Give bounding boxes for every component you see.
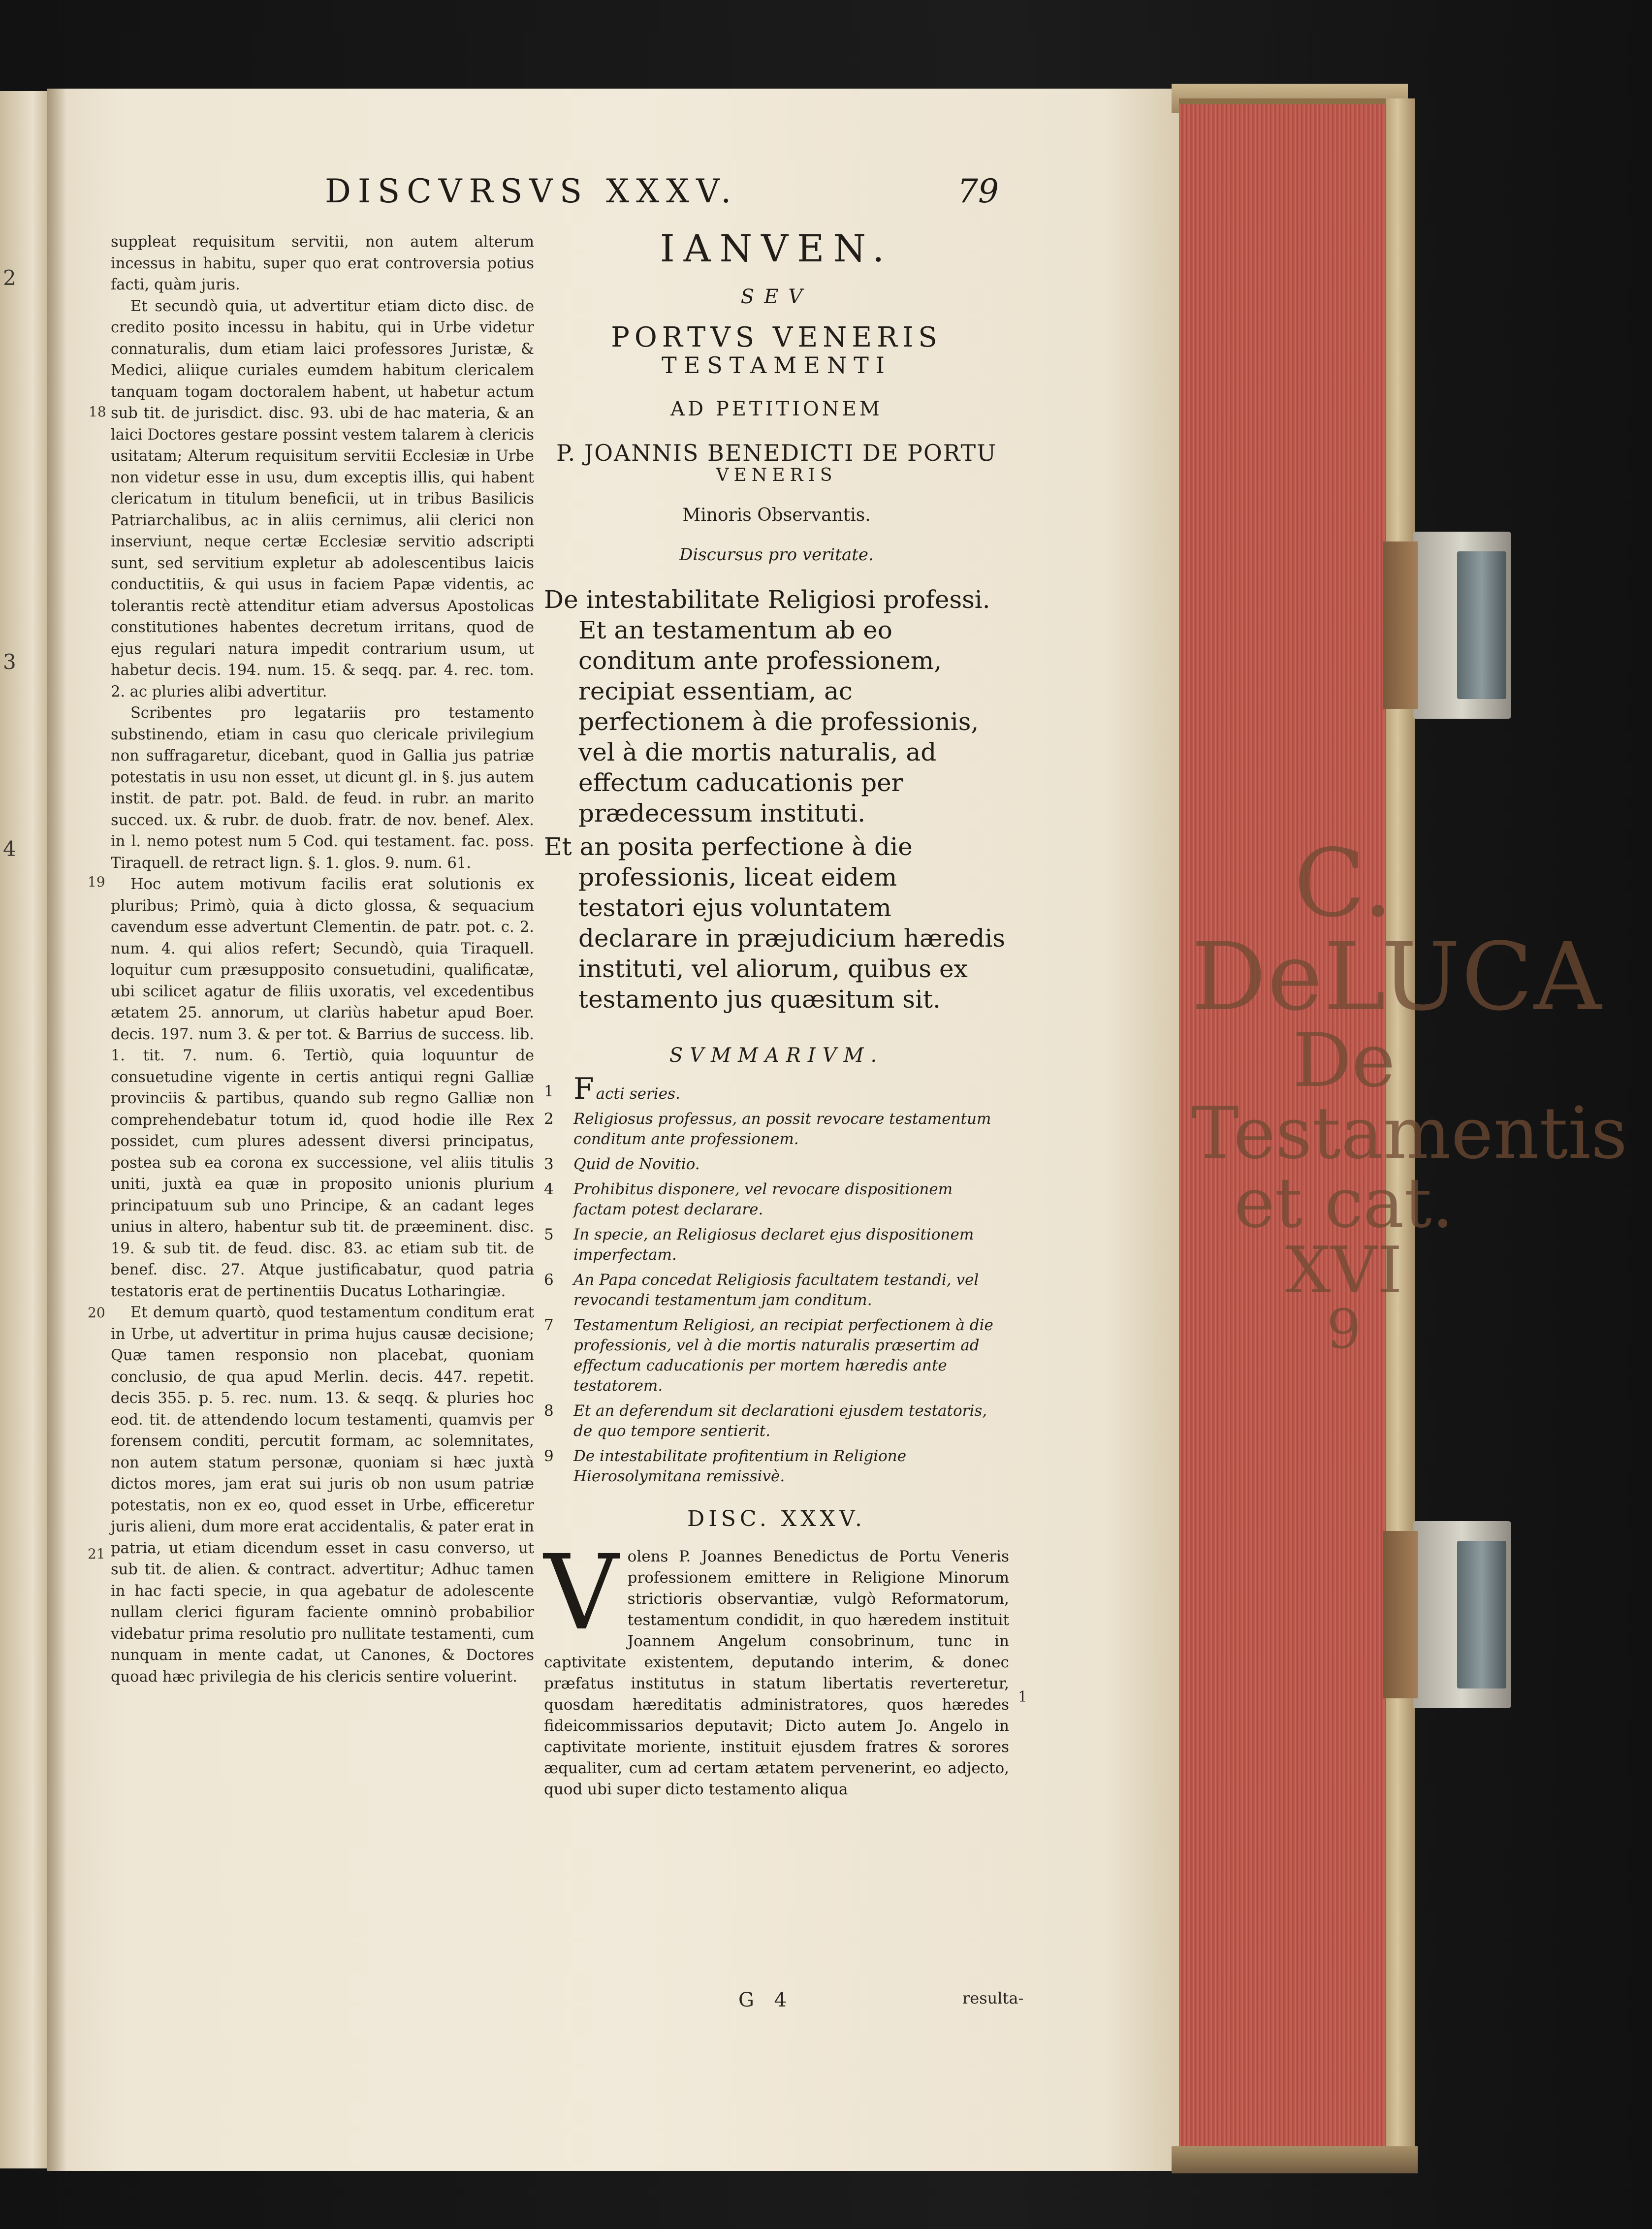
summary-item bbox=[544, 1109, 1009, 1149]
inscription-line: Testamentis bbox=[1191, 1092, 1628, 1175]
summarium-list bbox=[544, 1072, 1009, 1487]
summarium-heading: SVMMARIVM. bbox=[669, 1044, 884, 1067]
discourse-heading: DISC. XXXV. bbox=[687, 1506, 866, 1531]
summary-text: Prohibitus disponere, vel revocare dispositionem factam potest declarare. bbox=[573, 1180, 953, 1218]
right-column bbox=[544, 226, 1009, 1800]
inscription-line: C. DeLUCA bbox=[1191, 829, 1603, 1031]
discourse-body bbox=[544, 1532, 1009, 1800]
summary-item bbox=[544, 1225, 1009, 1265]
paragraph: Et demum quartò, quod testamentum conditum erat in Urbe, ut advertitur in prima hujus causæ decisione; Quæ tamen responsio non placebat, quoniam conclusio, de qua apud Merlin. decis. 447. repetit. decis 355. p. 5. rec. num. 13. & seqq. & pluries hoc eod. tit. de attendendo locum testamenti, quamvis per forensem conditi, percutit formam, ac solemnitates, non autem statum personæ, quoniam si hæc juxtà dictos mores, jam erat sui juris ob non usum patriæ potestatis, non ex eo, quod esset in Urbe, efficeretur juris alieni, dum more erat accidentalis, & pater erat in patria, ut etiam dicendum esset in casu converso, ut sub tit. de alien. & contract. advertitur; Adhuc tamen in hac facti specie, in qua agebatur de adolescente nullam clerici figuram faciente omninò probabilior videbatur prima resolutio pro nullitate testamenti, cum nunquam in mente cadat, ut Canones, & Doctores quoad hæc privilegia de his clericis sentire voluerint. bbox=[111, 1304, 534, 1686]
summary-num: 1 bbox=[544, 1083, 554, 1100]
inscription-line: De bbox=[1292, 1018, 1396, 1104]
summary-num: 7 bbox=[544, 1316, 554, 1334]
left-column bbox=[111, 231, 534, 1688]
summary-num: 8 bbox=[544, 1402, 554, 1420]
margin-mark: 3 bbox=[3, 650, 16, 674]
gutter-shadow bbox=[47, 89, 66, 2171]
catchword: resulta- bbox=[962, 1989, 1024, 2007]
fore-edge-inscription bbox=[1191, 829, 1628, 1361]
lower-clasp bbox=[1413, 1521, 1511, 1708]
summary-text: An Papa concedat Religiosis facultatem testandi, vel revocandi testamentum jam conditum. bbox=[573, 1271, 979, 1309]
summary-text: Religiosus professus, an possit revocare testamentum conditum ante professionem. bbox=[573, 1110, 991, 1148]
margin-mark: 4 bbox=[3, 837, 16, 861]
summary-item bbox=[544, 1270, 1009, 1310]
margin-number: 20 bbox=[88, 1305, 105, 1321]
paragraph: Hoc autem motivum facilis erat solutionis ex pluribus; Primò, quia à dicto glossa, & sequacium cavendum esse advertunt Clementin. de patr. pot. c. 2. num. 4. qui alios refert; Secundò, quia Tiraquell. loquitur cum præsupposito consuetudini, qualificatæ, ubi scilicet agatur de filiis uxoratis, vel excedentibus ætatem 25. annorum, ut clariùs habetur apud Boer. decis. 197. num 3. & per tot. & Barrius de success. lib. 1. tit. 7. num. 6. Tertiò, quia loquuntur de consuetudine vigente in certis antiqui regni Galliæ provinciis & partibus, quando sub regno Galliæ non comprehendebatur totum id, quod hodie ille Rex possidet, cum plures adessent diversi principatus, postea sub ea corona ex successione, vel aliis titulis uniti, juxtà ea quæ in proposito unionis plurium principatuum sub uno Principe, & an cadant leges unius in altero, habentur sub tit. de præeminent. disc. 19. & sub tit. de feud. disc. 83. ac etiam sub tit. de benef. disc. 27. Atque justificabatur, quod patria testatoris erat de pertinentiis Ducatus Lotharingiæ. bbox=[111, 876, 534, 1300]
summary-num: 5 bbox=[544, 1226, 554, 1243]
summary-text: In specie, an Religiosus declaret ejus dispositionem imperfectam. bbox=[573, 1226, 974, 1264]
discursus-label: Discursus pro veritate. bbox=[679, 545, 874, 565]
summary-num: 4 bbox=[544, 1180, 554, 1198]
summary-item bbox=[544, 1154, 1009, 1175]
questions-block bbox=[544, 584, 1009, 1015]
inscription-line: 9 bbox=[1327, 1298, 1361, 1361]
case-title: IANVEN. bbox=[660, 226, 893, 270]
running-head: DISCVRSVS XXXV. bbox=[325, 172, 738, 210]
question: Et an posita perfectione à die professionis, liceat eidem testatori ejus voluntatem declarare in præjudicium hæredis instituti, vel aliorum, quibus ex testamento jus quæsitum sit. bbox=[544, 832, 1006, 1014]
margin-number: 1 bbox=[1018, 1688, 1028, 1706]
summary-item bbox=[544, 1315, 1009, 1396]
discourse-text: olens P. Joannes Benedictus de Portu Veneris professionem emittere in Religione Minorum strictioris observantiæ, vulgò Reformatorum, testamentum condidit, in quo hæredem instituit Joannem Angelum consobrinum, tunc in captivitate existentem, deputando interim, & donec præfatus institutus in statum libertatis reverteretur, quosdam hæreditatis administratores, quos hæredes fideicommissarios deputavit; Dicto autem Jo. Angelo in captivitate moriente, instituit ejusdem fratres & sorores æqualiter, cum ad certam ætatem pervenerint, eo adjecto, quod ubi super dicto testamento aliqua bbox=[544, 1548, 1009, 1798]
margin-number: 21 bbox=[88, 1546, 105, 1562]
upper-clasp bbox=[1413, 532, 1511, 719]
margin-number: 19 bbox=[88, 874, 105, 890]
clasp-strap bbox=[1383, 541, 1418, 709]
summary-initial: F bbox=[573, 1072, 594, 1106]
cover-bottom-edge bbox=[1172, 2146, 1418, 2173]
clasp-strap bbox=[1383, 1531, 1418, 1698]
clasp-hinge bbox=[1457, 551, 1506, 699]
summary-item bbox=[544, 1072, 1009, 1106]
facing-page-edge bbox=[0, 91, 47, 2168]
summary-text: Et an deferendum sit declarationi ejusdem testatoris, de quo tempore sentierit. bbox=[573, 1402, 987, 1440]
summary-item bbox=[544, 1179, 1009, 1220]
drop-cap: V bbox=[544, 1532, 619, 1653]
signature-mark: G 4 bbox=[738, 1989, 794, 2011]
page-number: 79 bbox=[957, 172, 999, 210]
margin-mark: 2 bbox=[3, 266, 16, 290]
summary-item bbox=[544, 1446, 1009, 1487]
case-seu: SEV bbox=[740, 286, 813, 308]
margin-number: 18 bbox=[89, 404, 106, 420]
paragraph: Et secundò quia, ut advertitur etiam dicto disc. de credito posito incessu in habitu, qui in Urbe videtur connaturalis, dum etiam laici professores Juristæ, & Medici, aliique curiales eumdem habitum clericalem tanquam togam doctoralem habent, ut habetur actum sub tit. de jurisdict. disc. 93. ubi de hac materia, & an laici Doctores gestare possint vestem talarem à clericis usitatam; Alterum requisitum servitii Ecclesiæ in Urbe non videtur esse in usu, dum exceptis illis, qui habent clericatum in titulum beneficii, ut in tribus Basilicis Patriarchalibus, ac in aliis cernimus, alii clerici non inserviunt, neque certæ Ecclesiæ servitio adscripti sunt, sed servitium expletur ab adolescentibus laicis conductitiis, & qui usus in faciem Papæ videntis, ac tolerantis rectè attenditur etiam adversus Apostolicas constitutiones habentes decretum irritans, quod de ejus regulari natura impedit contrarium usum, ut habetur decis. 194. num. 15. & seqq. par. 4. rec. tom. 2. ac pluries alibi advertitur. bbox=[111, 297, 534, 701]
summary-text: Quid de Novitio. bbox=[573, 1155, 700, 1173]
summary-num: 3 bbox=[544, 1155, 554, 1173]
petitioner-veneris: VENERIS bbox=[716, 465, 837, 485]
inscription-line: et cat. bbox=[1234, 1163, 1454, 1243]
summary-num: 6 bbox=[544, 1271, 554, 1289]
case-portus: PORTVS VENERIS bbox=[611, 321, 942, 353]
clasp-hinge bbox=[1457, 1541, 1506, 1688]
paragraph: Scribentes pro legatariis pro testamento substinendo, etiam in casu quo clericale privilegium non suffragaretur, dicebant, quod in Gallia jus patriæ potestatis in usu non esset, ut dicunt gl. in §. jus autem instit. de patr. pot. Bald. de feud. in rubr. an marito succed. ux. & rubr. de duob. fratr. de nov. benef. Alex. in l. nemo potest num 5 Cod. qui testament. fac. poss. Tiraquell. de retract lign. §. 1. glos. 9. num. 61. bbox=[111, 704, 534, 872]
summary-item bbox=[544, 1401, 1009, 1441]
paragraph: suppleat requisitum servitii, non autem alterum incessus in habitu, super quo erat controversia potius facti, quàm juris. bbox=[111, 233, 534, 293]
ad-petitionem: AD PETITIONEM bbox=[670, 398, 883, 420]
summary-text: acti series. bbox=[596, 1085, 680, 1103]
summary-text: Testamentum Religiosi, an recipiat perfectionem à die professionis, vel à die mortis naturalis præsertim ad effectum caducationis per mortem hæredis ante testatorem. bbox=[573, 1316, 993, 1395]
summary-num: 9 bbox=[544, 1447, 554, 1465]
summary-num: 2 bbox=[544, 1110, 554, 1128]
order-name: Minoris Observantis. bbox=[682, 505, 871, 525]
petitioner-name: P. JOANNIS BENEDICTI DE PORTU bbox=[556, 440, 997, 466]
summary-text: De intestabilitate profitentium in Religione Hierosolymitana remissivè. bbox=[573, 1447, 907, 1485]
inscription-line: XVI bbox=[1285, 1233, 1402, 1307]
question: De intestabilitate Religiosi professi. Et an testamentum ab eo conditum ante professionem, recipiat essentiam, ac perfectionem à die professionis, vel à die mortis naturalis, ad effectum caducationis per prædecessum instituti. bbox=[544, 585, 990, 828]
case-testamenti: TESTAMENTI bbox=[662, 352, 891, 379]
